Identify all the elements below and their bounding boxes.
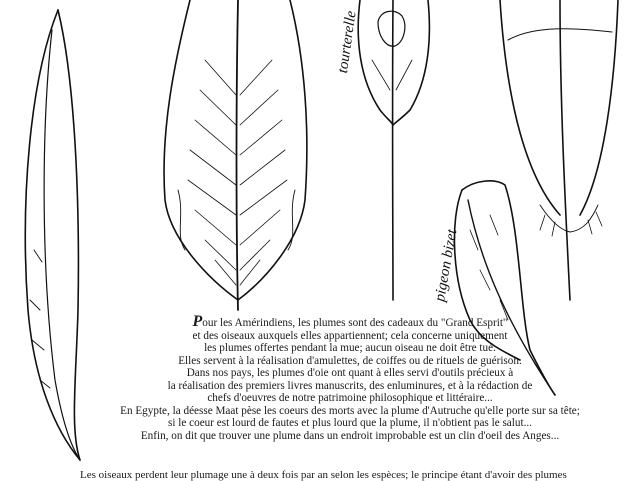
barbed-feather (164, 0, 307, 310)
text-line-10: Enfin, on dit que trouver une plume dans un endroit improbable est un clin d'oeil des Anges... (140, 429, 560, 442)
dropcap-letter: P (192, 313, 203, 330)
tourterelle-feather (358, 0, 429, 300)
text-cutoff-line: Les oiseaux perdent leur plumage une à deux fois par an selon les espèces; le principe étant d'avoir des plumes (80, 469, 567, 481)
text-line-2: et des oiseaux auxquels elles appartiennent; cela concerne uniquement (192, 329, 508, 342)
text-line-1-rest: our les Amérindiens, les plumes sont des cadeaux du "Grand Esprit" (202, 317, 508, 329)
text-line-5: Dans nos pays, les plumes d'oie ont quant à elles servi d'outils précieux à (186, 367, 514, 380)
feathers-text-block (70, 313, 630, 442)
text-line-7: chefs d'oeuvres de notre patrimoine philosophique et littéraire... (207, 392, 493, 405)
text-line-3: les plumes offertes pendant la mue; aucun oiseau ne doit être tué. (204, 342, 496, 355)
text-line-4: Elles servent à la réalisation d'amulettes, de coiffes ou de rituels de guérison. (178, 354, 522, 367)
tourterelle-label: tourterelle (335, 9, 360, 75)
pigeon-bizet-label: pigeon bizet (432, 228, 461, 303)
text-line-6: la réalisation des premiers livres manuscrits, des enluminures, et à la rédaction de (167, 379, 533, 392)
text-line-9: si le coeur est lourd de fautes et plus lourd que la plume, il n'obtient pas le salut... (168, 417, 532, 430)
text-line-8: En Egypte, la déesse Maat pèse les coeurs des morts avec la plume d'Autruche qu'elle porte sur sa tête; (120, 404, 580, 417)
text-line-1 (70, 313, 630, 330)
